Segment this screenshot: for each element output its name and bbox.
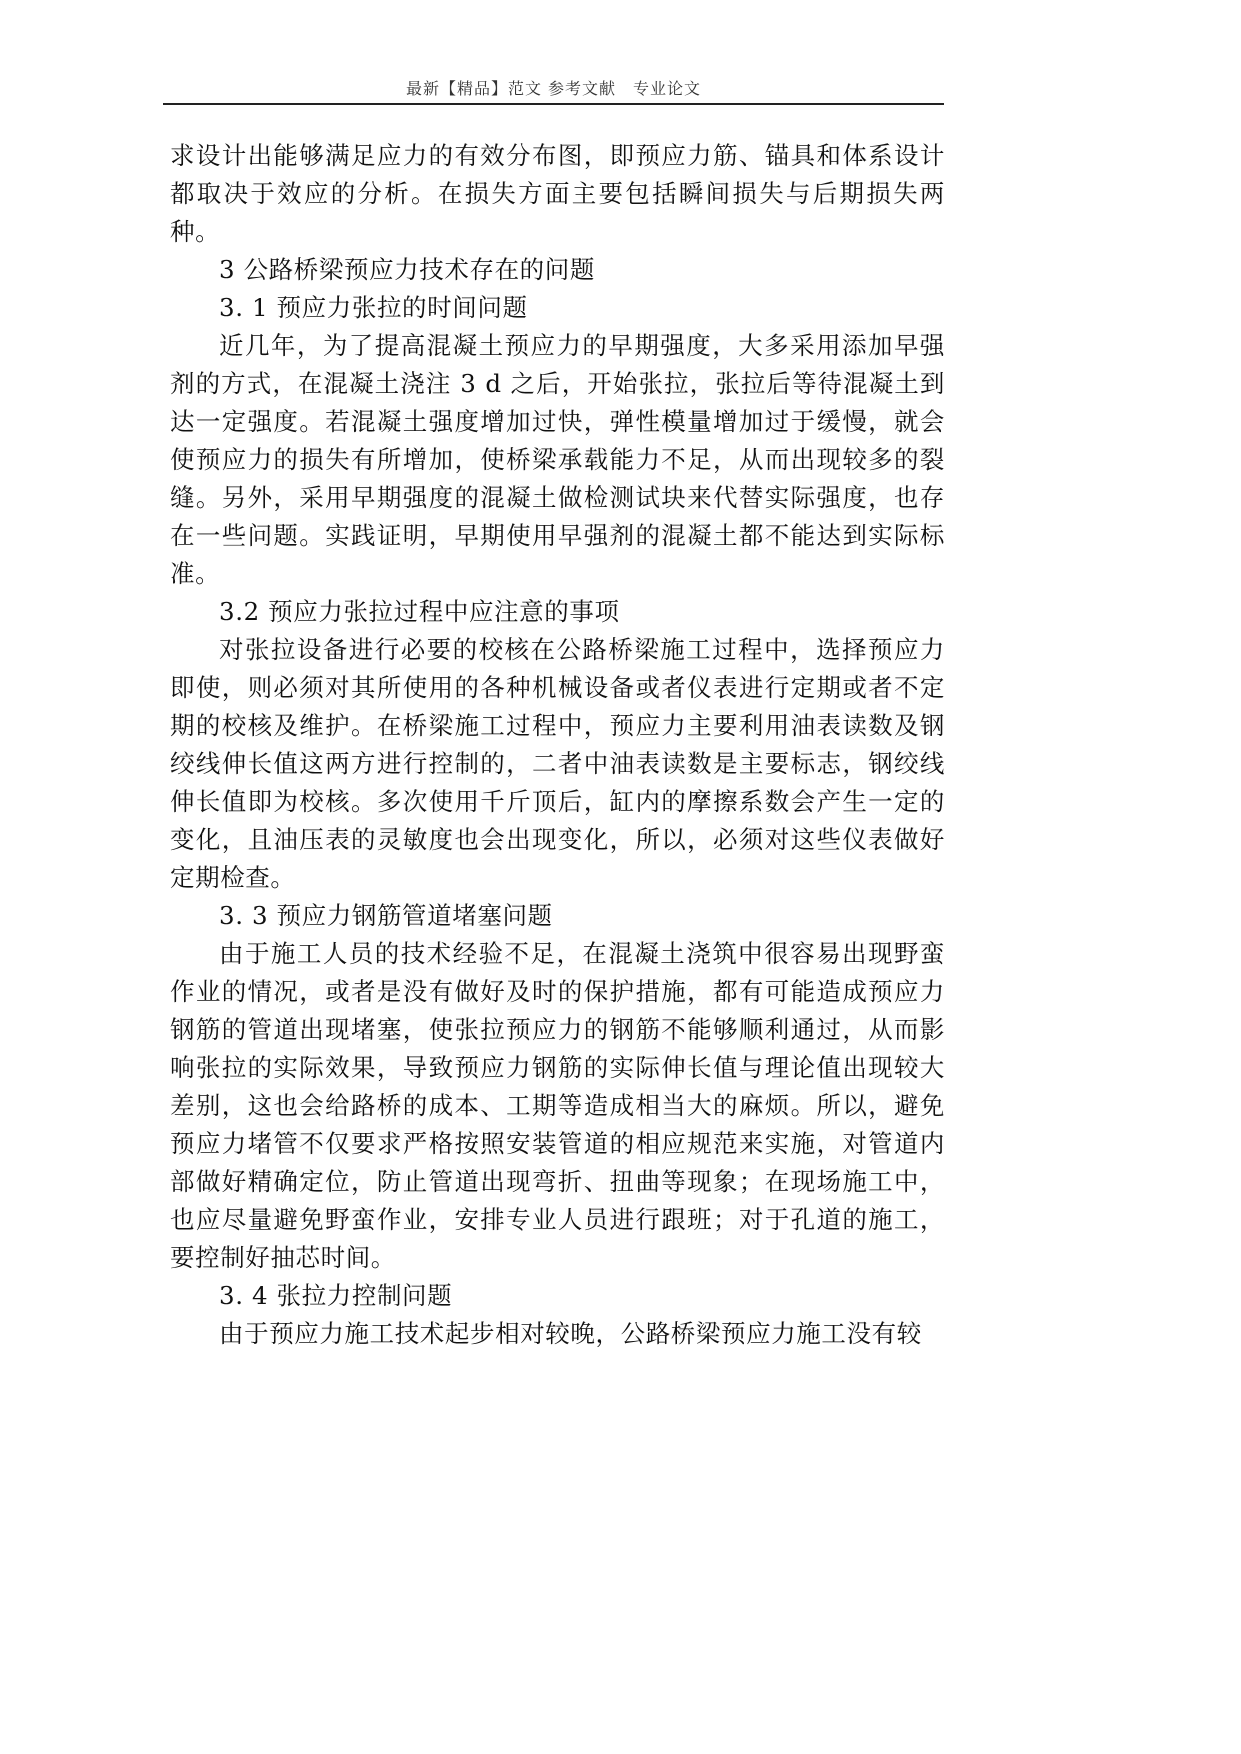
section-heading-3: 3 公路桥梁预应力技术存在的问题 <box>219 255 595 284</box>
paragraph-3-1: 近几年，为了提高混凝土预应力的早期强度，大多采用添加早强剂的方式，在混凝土浇注 3 d 之后，开始张拉，张拉后等待混凝土到达一定强度。若混凝土强度增加过快，弹性模量增加过于缓慢，就会使预应力的损失有所增加，使桥梁承载能力不足，从而出现较多的裂缝。另外，采用早期强度的混凝土做检测试块来代替实际强度，也存在一些问题。实践证明，早期使用早强剂的混凝土都不能达到实际标准。 <box>170 331 945 588</box>
paragraph-3-4: 由于预应力施工技术起步相对较晚，公路桥梁预应力施工没有较 <box>219 1319 922 1348</box>
header-divider <box>163 103 944 105</box>
document-body <box>170 137 945 1353</box>
paragraph-3-3: 由于施工人员的技术经验不足，在混凝土浇筑中很容易出现野蛮作业的情况，或者是没有做好及时的保护措施，都有可能造成预应力钢筋的管道出现堵塞，使张拉预应力的钢筋不能够顺利通过，从而影响张拉的实际效果，导致预应力钢筋的实际伸长值与理论值出现较大差别，这也会给路桥的成本、工期等造成相当大的麻烦。所以，避免预应力堵管不仅要求严格按照安装管道的相应规范来实施，对管道内部做好精确定位，防止管道出现弯折、扭曲等现象；在现场施工中，也应尽量避免野蛮作业，安排专业人员进行跟班；对于孔道的施工，要控制好抽芯时间。 <box>170 939 945 1272</box>
page-header: 最新【精品】范文 参考文献 专业论文 <box>405 79 702 98</box>
subsection-heading-3-2: 3.2 预应力张拉过程中应注意的事项 <box>219 597 620 626</box>
paragraph-3-2: 对张拉设备进行必要的校核在公路桥梁施工过程中，选择预应力即使，则必须对其所使用的各种机械设备或者仪表进行定期或者不定期的校核及维护。在桥梁施工过程中，预应力主要利用油表读数及钢绞线伸长值这两方进行控制的，二者中油表读数是主要标志，钢绞线伸长值即为校核。多次使用千斤顶后，缸内的摩擦系数会产生一定的变化，且油压表的灵敏度也会出现变化，所以，必须对这些仪表做好定期检查。 <box>170 635 945 892</box>
subsection-heading-3-3: 3. 3 预应力钢筋管道堵塞问题 <box>219 901 553 930</box>
subsection-heading-3-1: 3. 1 预应力张拉的时间问题 <box>219 293 528 322</box>
paragraph-continuation: 求设计出能够满足应力的有效分布图，即预应力筋、锚具和体系设计都取决于效应的分析。在损失方面主要包括瞬间损失与后期损失两种。 <box>170 141 945 246</box>
subsection-heading-3-4: 3. 4 张拉力控制问题 <box>219 1281 453 1310</box>
